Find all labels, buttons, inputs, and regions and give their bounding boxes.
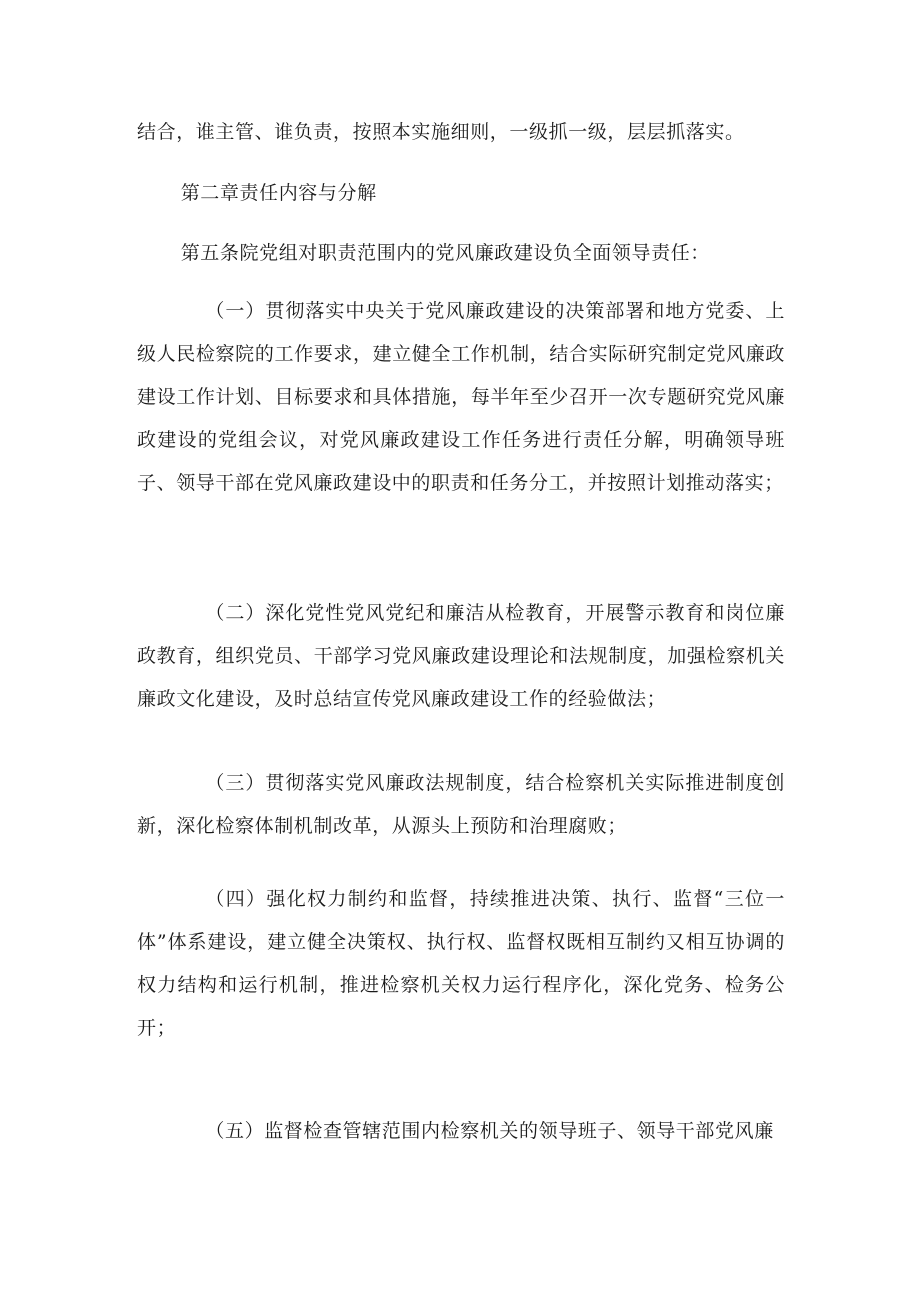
item-five-block [137, 1110, 785, 1153]
item-one-block [137, 290, 785, 505]
paragraph-continuation: 结合，谁主管、谁负责，按照本实施细则，一级抓一级，层层抓落实。 [137, 121, 745, 143]
item-five: （五）监督检查管辖范围内检察机关的领导班子、领导干部党风廉 [205, 1120, 774, 1142]
chapter-heading-block [137, 172, 785, 215]
item-one: （一）贯彻落实中央关于党风廉政建设的决策部署和地方党委、上级人民检察院的工作要求，建立健全工作机制，结合实际研究制定党风廉政建设工作计划、目标要求和具体措施，每半年至少召开一次专题研究党风廉政建设的党组会议，对党风廉政建设工作任务进行责任分解，明确领导班子、领导干部在党风廉政建设中的职责和任务分工，并按照计划推动落实； [137, 300, 785, 494]
article-five-block [137, 232, 785, 275]
document-body [137, 111, 785, 154]
item-three-block [137, 762, 785, 848]
chapter-heading: 第二章责任内容与分解 [180, 182, 377, 204]
item-three: （三）贯彻落实党风廉政法规制度，结合检察机关实际推进制度创新，深化检察体制机制改革，从源头上预防和治理腐败； [137, 772, 785, 837]
item-two: （二）深化党性党风党纪和廉洁从检教育，开展警示教育和岗位廉政教育，组织党员、干部学习党风廉政建设理论和法规制度，加强检察机关廉政文化建设，及时总结宣传党风廉政建设工作的经验做法； [137, 602, 785, 710]
item-four: （四）强化权力制约和监督，持续推进决策、执行、监督“三位一体”体系建设，建立健全决策权、执行权、监督权既相互制约又相互协调的权力结构和运行机制，推进检察机关权力运行程序化，深化党务、检务公开； [137, 888, 785, 1039]
article-five: 第五条院党组对职责范围内的党风廉政建设负全面领导责任： [180, 242, 710, 264]
item-two-block [137, 592, 785, 721]
item-four-block [137, 878, 785, 1050]
